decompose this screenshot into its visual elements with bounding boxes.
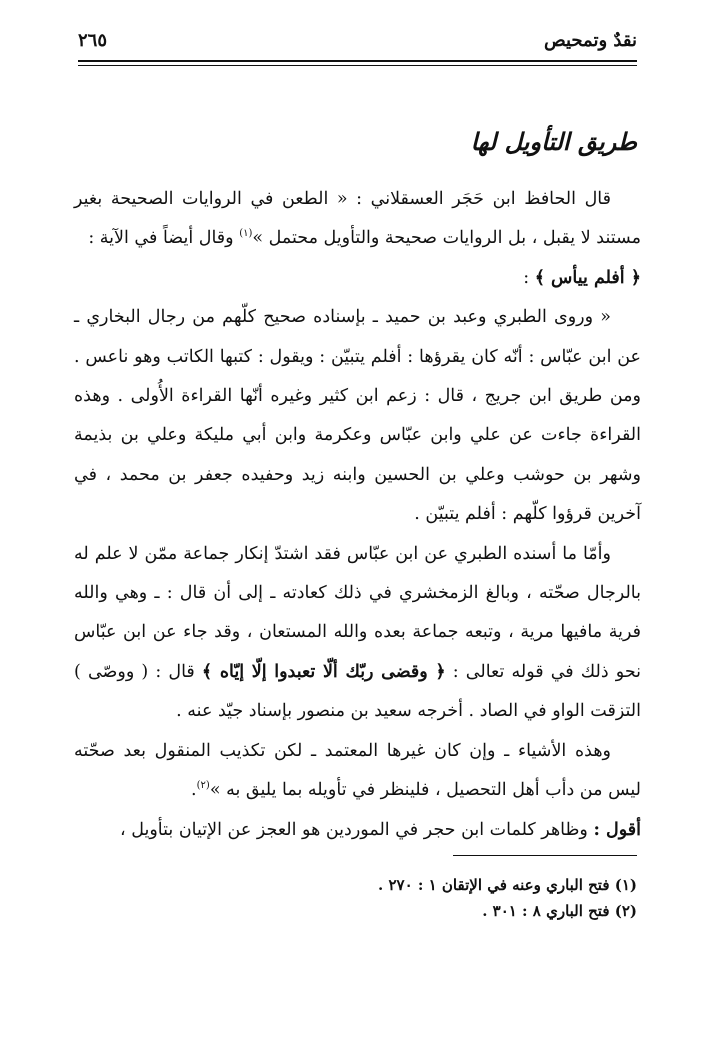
- section-title: طريق التأويل لها: [470, 127, 637, 156]
- paragraph-text: وقال أيضاً في الآية :: [88, 228, 240, 249]
- page-header: [78, 30, 637, 58]
- paragraph-text: قال الحافظ ابن حَجَر العسقلاني : « الطعن في الروايات الصحيحة بغير مستند لا يقبل ، بل الروايات صحيحة والتأويل محتمل »: [74, 189, 641, 249]
- lead-word: أقول :: [593, 819, 641, 840]
- quran-verse: ﴿ وقضى ربّك ألّا تعبدوا إلّا إيّاه ﴾: [201, 661, 446, 682]
- page-number: ٢٦٥: [78, 30, 108, 51]
- header-rule-thick: [78, 60, 637, 62]
- paragraph-4: [74, 535, 641, 732]
- footnote-separator: [453, 855, 637, 856]
- footnote-ref-2: (٢): [196, 780, 210, 792]
- paragraph-2: [74, 259, 641, 298]
- footnote-2: (٢) فتح الباري ٨ : ٣٠١ .: [482, 902, 637, 920]
- main-text: [74, 180, 641, 850]
- header-rule-thin: [78, 65, 637, 66]
- paragraph-text: وظاهر كلمات ابن حجر في الموردين هو العجز عن الإتيان بتأويل ،: [119, 819, 594, 840]
- paragraph-5: [74, 732, 641, 811]
- footnote-ref-1: (١): [239, 228, 253, 240]
- footnote-1: (١) فتح الباري وعنه في الإتقان ١ : ٢٧٠ .: [378, 876, 637, 894]
- paragraph-1: [74, 180, 641, 259]
- paragraph-text: وأمّا ما أسنده الطبري عن ابن عبّاس فقد اشتدّ إنكار جماعة ممّن لا علم له بالرجال صحّته ، وبالغ الزمخشري في ذلك كعادته ـ إلى أن قال : ـ وهي والله فرية مافيها مرية ، وتبعه جماعة بعده والله المستعان ، وقد جاء عن ابن عبّاس نحو ذلك في قوله تعالى :: [74, 543, 641, 682]
- paragraph-text: « وروى الطبري وعبد بن حميد ـ بإسناده صحيح كلّهم من رجال البخاري ـ عن ابن عبّاس : أنّه كان يقرؤها : أفلم يتبيّن : ويقول : كتبها الكاتب وهو ناعس . ومن طريق ابن جريج ، قال : زعم ابن كثير وغيره أنّها القراءة الأُولى . وهذه القراءة جاءت عن علي وابن عبّاس وعكرمة وابن أبي مليكة وعلي بن بذيمة وشهر بن حوشب وعلي بن الحسين وابنه زيد وحفيده جعفر بن محمد ، في آخرين قرؤوا كلّهم : أفلم يتبيّن .: [74, 307, 641, 525]
- paragraph-3: [74, 298, 641, 534]
- paragraph-text: :: [523, 267, 535, 288]
- paragraph-text: .: [191, 780, 197, 801]
- footnotes: [78, 872, 637, 924]
- paragraph-6: [74, 811, 641, 850]
- paragraph-text: قال : ( ووصّى ) التزقت الواو في الصاد . أخرجه سعيد بن منصور بإسناد جيّد عنه .: [74, 661, 641, 722]
- paragraph-text: وهذه الأشياء ـ وإن كان غيرها المعتمد ـ لكن تكذيب المنقول بعد صحّته ليس من دأب أهل التحصيل ، فلينظر في تأويله بما يليق به »: [74, 740, 641, 801]
- running-title: نقدٌ وتمحيص: [543, 30, 637, 51]
- quran-verse: ﴿ أفلم ييأس ﴾: [534, 267, 641, 288]
